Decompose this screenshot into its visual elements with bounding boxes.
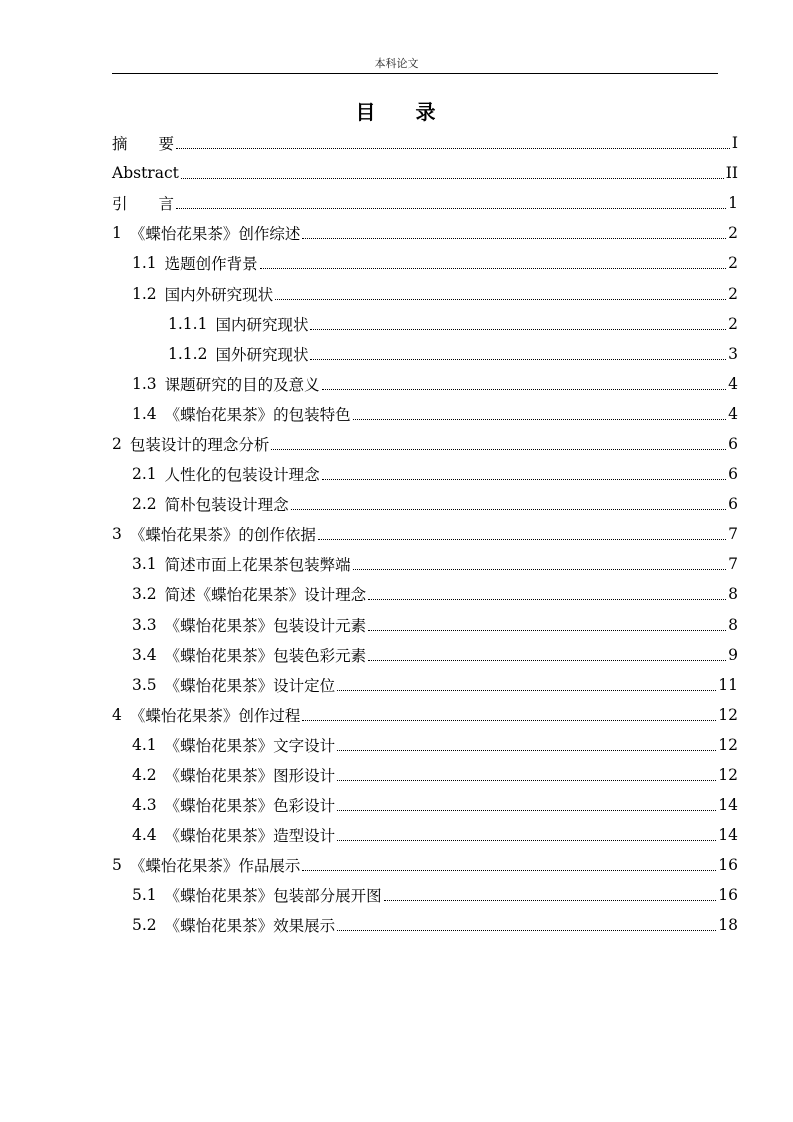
- toc-leader-dots: [302, 719, 716, 721]
- toc-entry-page: II: [725, 164, 738, 183]
- toc-leader-dots: [353, 568, 726, 570]
- toc-entry[interactable]: [112, 670, 738, 700]
- toc-entry-number: 4.1: [132, 735, 157, 754]
- toc-entry-label: 《蝶怡花果茶》效果展示: [164, 917, 336, 936]
- toc-leader-dots: [271, 448, 726, 450]
- toc-entry-label: 《蝶怡花果茶》包装部分展开图: [164, 887, 382, 906]
- toc-entry[interactable]: [112, 760, 738, 790]
- toc-entry-number: 3.3: [132, 615, 157, 634]
- toc-entry-label: 选题创作背景: [164, 255, 258, 274]
- toc-entry-number: 5.2: [132, 916, 157, 935]
- toc-entry[interactable]: [112, 850, 738, 880]
- toc-entry-label: 摘 要: [112, 135, 175, 154]
- toc-entry[interactable]: [112, 429, 738, 459]
- toc-entry-number: 3.2: [132, 585, 157, 604]
- toc-leader-dots: [310, 328, 726, 330]
- toc-entry-page: 18: [718, 916, 738, 935]
- toc-entry-page: 12: [718, 766, 738, 785]
- toc-entry-number: 1.3: [132, 374, 157, 393]
- running-header: 本科论文: [374, 57, 419, 70]
- toc-entry-number: 1: [112, 224, 122, 243]
- toc-entry-page: 11: [718, 675, 738, 694]
- toc-entry-page: 3: [728, 344, 738, 363]
- toc-entry-page: 6: [728, 434, 738, 453]
- toc-entry[interactable]: [112, 640, 738, 670]
- toc-entry-label: 《蝶怡花果茶》色彩设计: [164, 797, 336, 816]
- header-rule: [112, 73, 718, 74]
- toc-entry-page: 4: [728, 404, 738, 423]
- toc-entry-page: 12: [718, 705, 738, 724]
- toc-entry-number: 4.3: [132, 796, 157, 815]
- toc-entry[interactable]: [112, 910, 738, 940]
- toc-leader-dots: [275, 298, 726, 300]
- toc-leader-dots: [322, 478, 726, 480]
- toc-entry-page: 7: [728, 555, 738, 574]
- toc-entry-page: 8: [728, 585, 738, 604]
- toc-entry[interactable]: [112, 399, 738, 429]
- toc-leader-dots: [260, 267, 726, 269]
- toc-entry[interactable]: [112, 549, 738, 579]
- toc-entry-label: 国内研究现状: [215, 315, 309, 334]
- toc-entry[interactable]: [112, 579, 738, 609]
- toc-leader-dots: [384, 899, 717, 901]
- toc-entry[interactable]: [112, 218, 738, 248]
- toc-leader-dots: [337, 779, 716, 781]
- toc-entry[interactable]: [112, 248, 738, 278]
- toc-entry[interactable]: [112, 519, 738, 549]
- toc-leader-dots: [302, 869, 716, 871]
- toc-entry-page: 16: [718, 856, 738, 875]
- toc-entry-number: 1.4: [132, 404, 157, 423]
- toc-title-part2: 录: [415, 100, 438, 124]
- toc-title-part1: 目: [355, 100, 378, 124]
- toc-entry[interactable]: [112, 278, 738, 308]
- toc-entry-number: 5.1: [132, 886, 157, 905]
- toc-leader-dots: [368, 598, 726, 600]
- toc-entry-label: 《蝶怡花果茶》的创作依据: [129, 526, 316, 545]
- toc-entry-label: 《蝶怡花果茶》的包装特色: [164, 405, 351, 424]
- toc-entry[interactable]: [112, 188, 738, 218]
- toc-entry-page: 2: [728, 314, 738, 333]
- toc-entry-label: 引 言: [112, 195, 175, 214]
- toc-entry[interactable]: [112, 489, 738, 519]
- toc-leader-dots: [368, 629, 726, 631]
- toc-entry-number: 2.1: [132, 465, 157, 484]
- toc-entry-label: 简朴包装设计理念: [164, 496, 289, 515]
- toc-entry-label: 《蝶怡花果茶》创作综述: [129, 225, 301, 244]
- toc-title: [0, 96, 793, 125]
- toc-entry-page: I: [731, 134, 738, 153]
- toc-entry-label: 《蝶怡花果茶》包装设计元素: [164, 616, 367, 635]
- toc-entry-page: 2: [728, 254, 738, 273]
- toc-entry-label: 人性化的包装设计理念: [164, 466, 320, 485]
- toc-entry-label: 《蝶怡花果茶》图形设计: [164, 767, 336, 786]
- toc-leader-dots: [310, 358, 726, 360]
- toc-entry[interactable]: [112, 158, 738, 188]
- toc-entry[interactable]: [112, 339, 738, 369]
- toc-entry[interactable]: [112, 128, 738, 158]
- toc-entry-label: 简述《蝶怡花果茶》设计理念: [164, 586, 367, 605]
- toc-entry-page: 14: [718, 796, 738, 815]
- toc-entry-number: 2.2: [132, 495, 157, 514]
- toc-leader-dots: [337, 839, 716, 841]
- toc-entry-label: Abstract: [112, 164, 179, 183]
- toc-entry-number: 3: [112, 525, 122, 544]
- toc-entry-label: 包装设计的理念分析: [129, 435, 270, 454]
- toc-entry-number: 3.5: [132, 675, 157, 694]
- toc-entry-label: 《蝶怡花果茶》设计定位: [164, 676, 336, 695]
- toc-entry-number: 5: [112, 856, 122, 875]
- toc-entry-page: 7: [728, 525, 738, 544]
- toc-entry-label: 《蝶怡花果茶》文字设计: [164, 736, 336, 755]
- toc-entry[interactable]: [112, 790, 738, 820]
- toc-entry[interactable]: [112, 730, 738, 760]
- toc-entry-number: 3.1: [132, 555, 157, 574]
- toc-entry-number: 2: [112, 434, 122, 453]
- toc-entry-label: 《蝶怡花果茶》包装色彩元素: [164, 646, 367, 665]
- toc-leader-dots: [322, 388, 726, 390]
- toc-entry-page: 12: [718, 735, 738, 754]
- toc-entry-page: 9: [728, 645, 738, 664]
- toc-entry-page: 2: [728, 224, 738, 243]
- toc-leader-dots: [176, 207, 726, 209]
- toc-entry-number: 1.1.2: [168, 344, 208, 363]
- toc-entry[interactable]: [112, 700, 738, 730]
- toc-entry-page: 2: [728, 284, 738, 303]
- toc-entry-number: 1.2: [132, 284, 157, 303]
- toc-entry-number: 4.4: [132, 826, 157, 845]
- toc-leader-dots: [337, 749, 716, 751]
- toc-leader-dots: [337, 689, 716, 691]
- toc-entry-page: 14: [718, 826, 738, 845]
- toc-entry-number: 3.4: [132, 645, 157, 664]
- toc-leader-dots: [181, 177, 724, 179]
- toc-entry-label: 课题研究的目的及意义: [164, 375, 320, 394]
- toc-entry-page: 16: [718, 886, 738, 905]
- toc-entry-page: 6: [728, 465, 738, 484]
- toc-entry-label: 《蝶怡花果茶》作品展示: [129, 857, 301, 876]
- toc-entry-label: 简述市面上花果茶包装弊端: [164, 556, 351, 575]
- toc-leader-dots: [337, 809, 716, 811]
- toc-leader-dots: [318, 538, 726, 540]
- toc-entry-page: 1: [728, 194, 738, 213]
- toc-entry-number: 1.1: [132, 254, 157, 273]
- toc-leader-dots: [291, 508, 726, 510]
- table-of-contents: [112, 128, 738, 941]
- toc-leader-dots: [353, 418, 726, 420]
- toc-leader-dots: [337, 929, 716, 931]
- toc-entry-page: 4: [728, 374, 738, 393]
- toc-entry-number: 1.1.1: [168, 314, 208, 333]
- toc-entry[interactable]: [112, 820, 738, 850]
- toc-entry-label: 《蝶怡花果茶》创作过程: [129, 706, 301, 725]
- toc-entry-page: 6: [728, 495, 738, 514]
- toc-entry-label: 《蝶怡花果茶》造型设计: [164, 827, 336, 846]
- toc-entry[interactable]: [112, 459, 738, 489]
- toc-entry-number: 4.2: [132, 766, 157, 785]
- toc-entry-label: 国外研究现状: [215, 345, 309, 364]
- toc-entry[interactable]: [112, 369, 738, 399]
- toc-entry-number: 4: [112, 705, 122, 724]
- toc-entry-label: 国内外研究现状: [164, 285, 274, 304]
- toc-entry[interactable]: [112, 880, 738, 910]
- toc-leader-dots: [176, 147, 730, 149]
- toc-entry-page: 8: [728, 615, 738, 634]
- toc-entry[interactable]: [112, 610, 738, 640]
- toc-leader-dots: [302, 237, 726, 239]
- toc-entry[interactable]: [112, 309, 738, 339]
- toc-leader-dots: [368, 659, 726, 661]
